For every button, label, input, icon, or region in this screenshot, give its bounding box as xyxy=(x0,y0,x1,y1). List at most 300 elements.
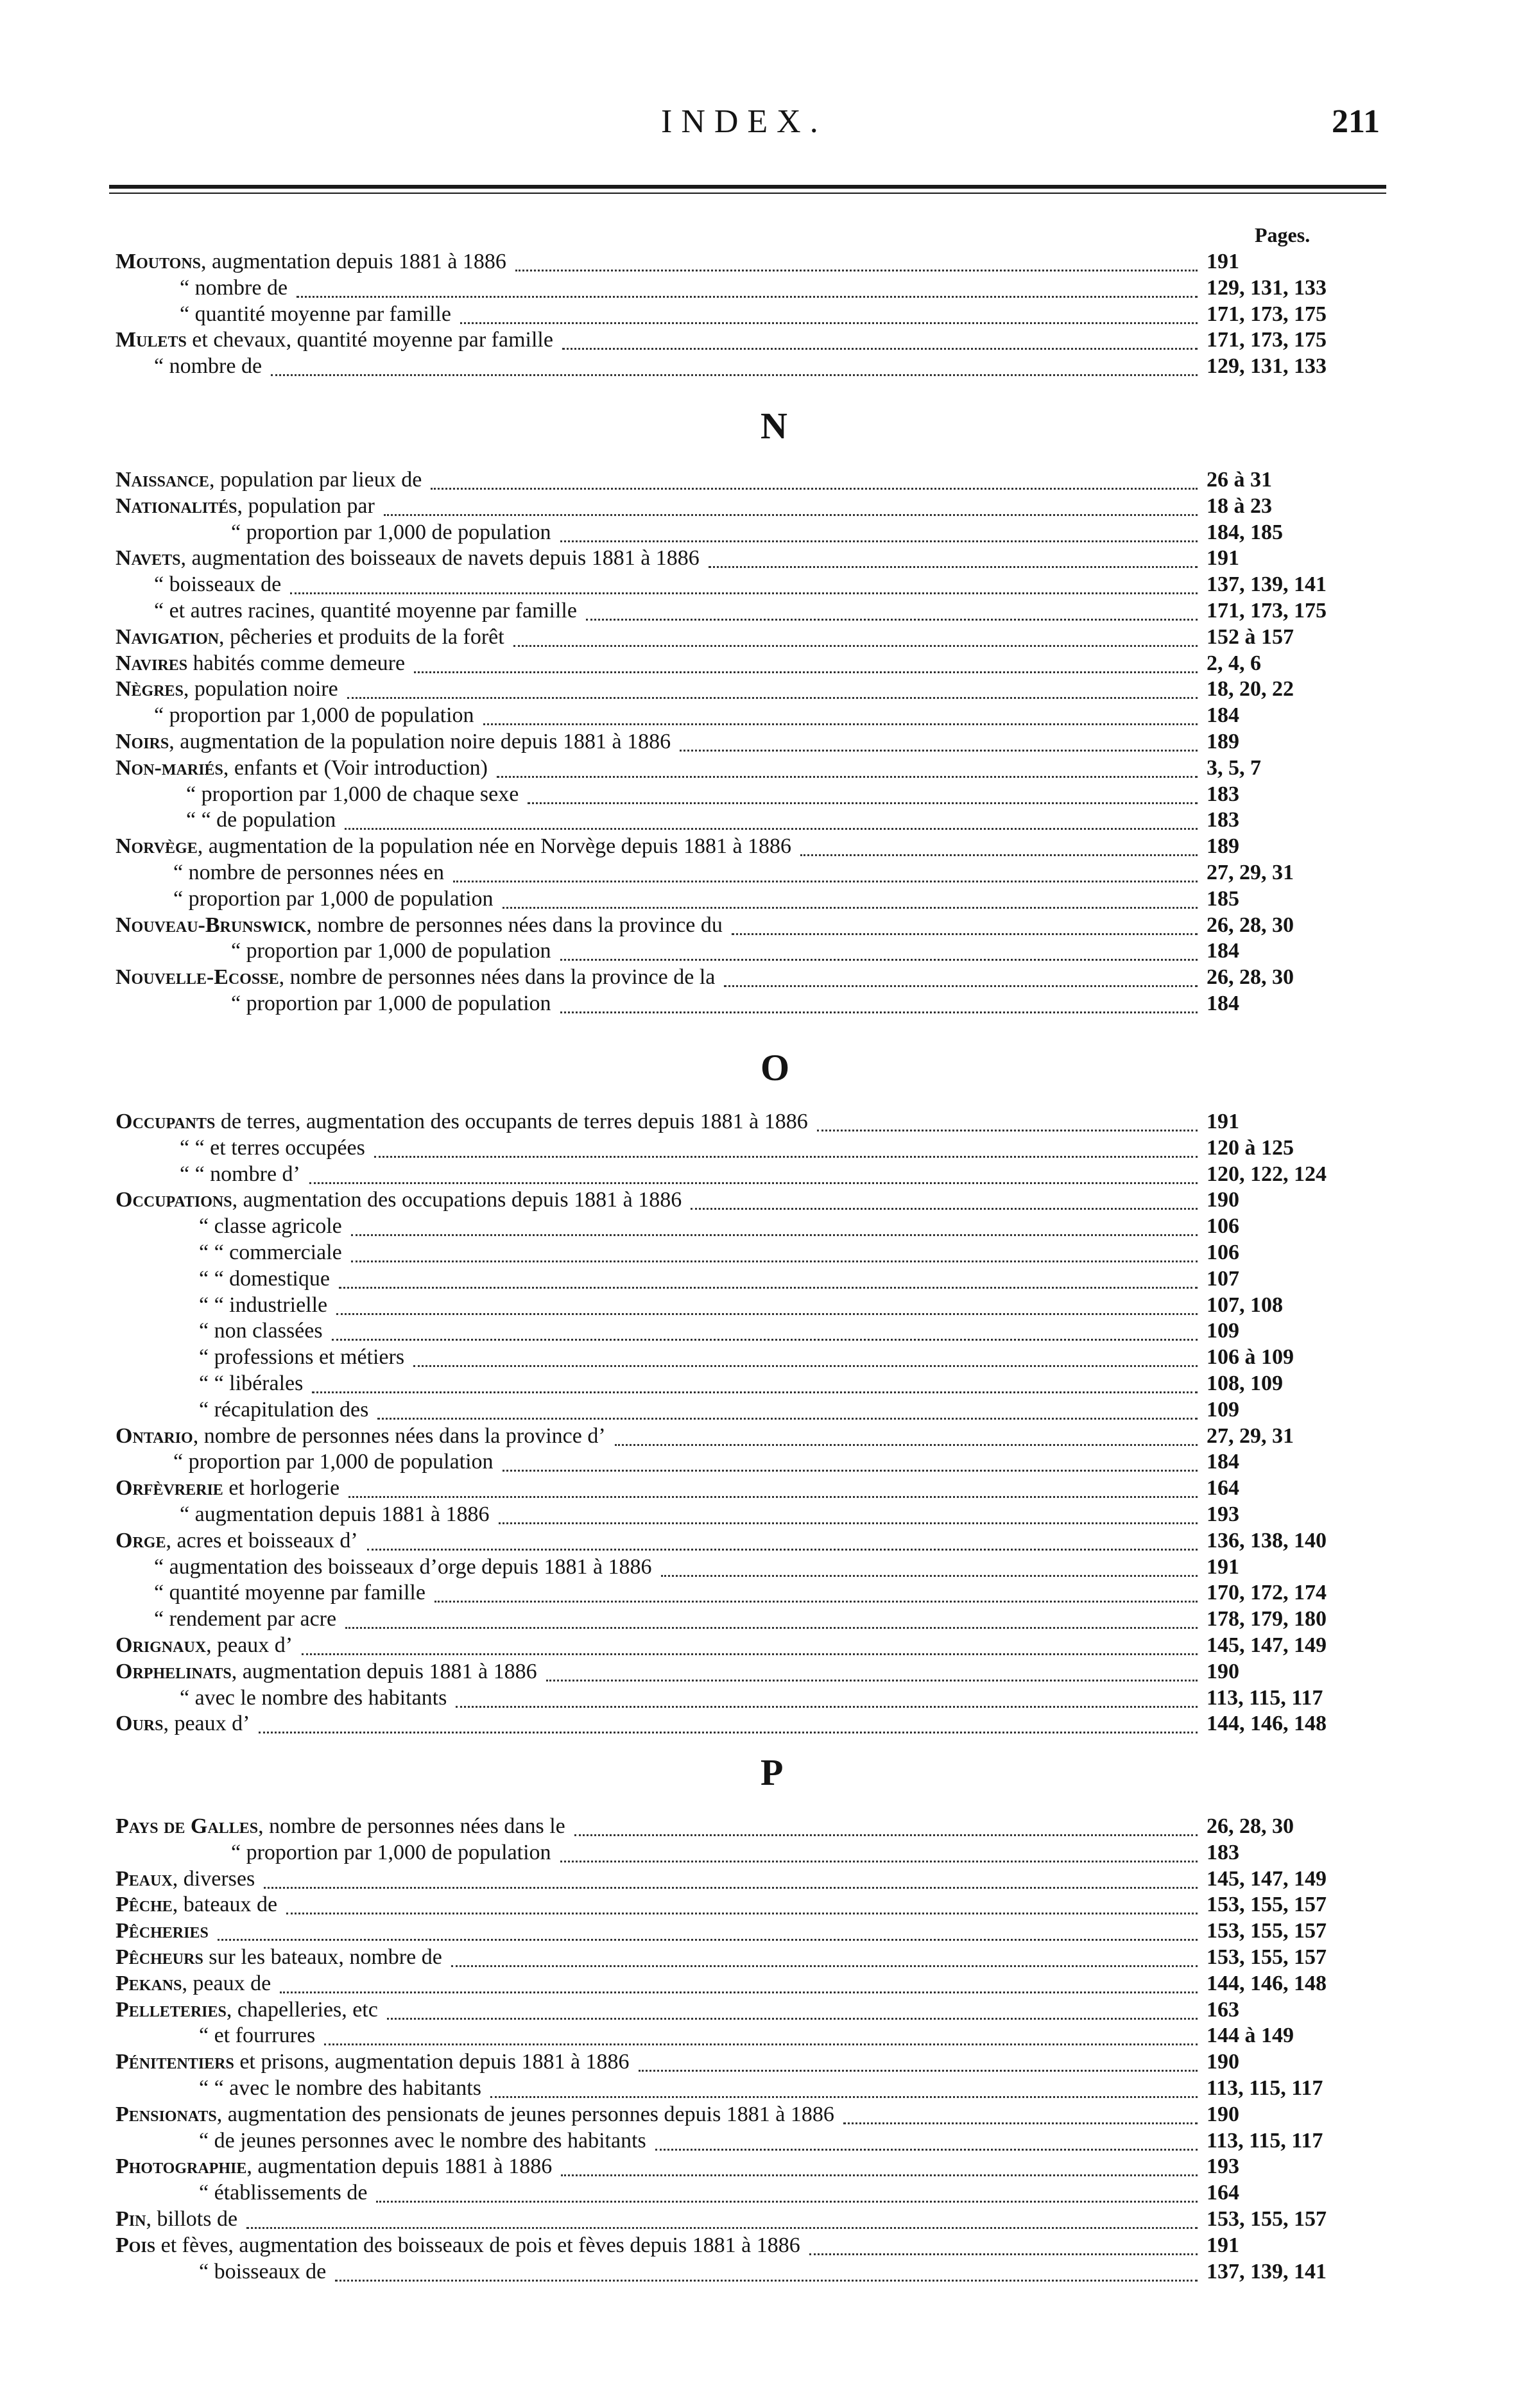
entry-term xyxy=(199,1214,342,1239)
entry-description: , nombre de personnes nées dans la province d’ xyxy=(193,1424,606,1448)
entry-term xyxy=(199,2128,646,2154)
index-entry xyxy=(0,2154,1530,2180)
entry-description: et fèves, augmentation des boisseaux de pois et fèves depuis 1881 à 1886 xyxy=(155,2233,800,2257)
entry-description: , nombre de personnes nées dans la province de la xyxy=(279,965,716,989)
dot-leader xyxy=(724,971,1198,987)
dot-leader xyxy=(451,1951,1198,1967)
entry-description: “ proportion par 1,000 de population xyxy=(173,887,494,911)
dot-leader xyxy=(336,1299,1198,1315)
entry-description: , augmentation depuis 1881 à 1886 xyxy=(231,1660,537,1683)
entry-pages: 190 xyxy=(1207,1660,1239,1683)
entry-pages: 144 à 149 xyxy=(1207,2024,1294,2047)
entry-heading: Orphelinats xyxy=(116,1660,232,1683)
entry-term xyxy=(116,834,791,859)
entry-term xyxy=(116,2154,552,2180)
entry-description: “ de jeunes personnes avec le nombre des habitants xyxy=(199,2129,646,2153)
entry-description: , chapelleries, etc xyxy=(226,1998,378,2022)
index-entry xyxy=(0,2076,1530,2101)
index-entry xyxy=(0,991,1530,1017)
index-entry xyxy=(0,572,1530,598)
entry-description: “ avec le nombre des habitants xyxy=(180,1686,447,1710)
index-entry xyxy=(0,1659,1530,1685)
dot-leader xyxy=(218,1925,1198,1941)
entry-term xyxy=(116,624,504,650)
dot-leader xyxy=(546,1665,1198,1681)
index-entry xyxy=(0,729,1530,755)
entry-pages: 113, 115, 117 xyxy=(1207,2076,1323,2100)
entry-pages: 184 xyxy=(1207,1450,1239,1474)
entry-pages: 163 xyxy=(1207,1998,1239,2022)
entry-description: , diverses xyxy=(172,1867,255,1891)
entry-description: “ rendement par acre xyxy=(154,1607,337,1631)
entry-pages: 184 xyxy=(1207,703,1239,727)
entry-heading: Photographie xyxy=(116,2154,247,2178)
entry-term xyxy=(199,2076,481,2101)
entry-pages: 129, 131, 133 xyxy=(1207,354,1327,378)
entry-heading: Orignaux xyxy=(116,1633,207,1657)
index-entry xyxy=(0,938,1530,964)
entry-heading: Pêcheries xyxy=(116,1919,209,1943)
index-entry xyxy=(0,1214,1530,1239)
entry-description: de terres, augmentation des occupants de terres depuis 1881 à 1886 xyxy=(215,1110,808,1133)
section-letter: O xyxy=(761,1047,790,1088)
entry-pages: 108, 109 xyxy=(1207,1372,1283,1395)
entry-term xyxy=(116,1423,606,1449)
dot-leader xyxy=(513,631,1198,647)
entry-description: “ “ avec le nombre des habitants xyxy=(199,2076,481,2100)
index-entry xyxy=(0,1685,1530,1711)
entry-description: “ nombre de xyxy=(154,354,262,378)
entry-pages: 27, 29, 31 xyxy=(1207,861,1294,884)
entry-term xyxy=(116,1711,250,1737)
dot-leader xyxy=(351,1246,1198,1262)
entry-pages: 184 xyxy=(1207,939,1239,963)
section-letter: P xyxy=(761,1751,784,1793)
dot-leader xyxy=(345,1613,1198,1629)
entry-pages: 190 xyxy=(1207,2050,1239,2074)
entry-term xyxy=(116,467,422,493)
entry-term xyxy=(231,991,551,1017)
index-entry xyxy=(0,1971,1530,1997)
entry-term xyxy=(116,327,553,353)
index-entry xyxy=(0,755,1530,781)
entry-description: “ non classées xyxy=(199,1319,323,1343)
index-entry xyxy=(0,965,1530,990)
entry-pages: 164 xyxy=(1207,2181,1239,2205)
header-rule xyxy=(109,185,1386,189)
entry-term xyxy=(154,703,474,728)
entry-description: , pêcheries et produits de la forêt xyxy=(219,625,504,649)
entry-heading: Ours xyxy=(116,1712,164,1735)
entry-pages: 137, 139, 141 xyxy=(1207,2260,1327,2283)
index-entry xyxy=(0,2259,1530,2285)
entry-heading: Occupations xyxy=(116,1188,232,1212)
entry-pages: 3, 5, 7 xyxy=(1207,756,1261,780)
dot-leader xyxy=(332,1325,1198,1341)
entry-term xyxy=(116,1633,293,1658)
entry-description: sur les bateaux, nombre de xyxy=(203,1945,442,1969)
entry-pages: 189 xyxy=(1207,730,1239,753)
index-entry xyxy=(0,1866,1530,1892)
dot-leader xyxy=(497,762,1198,778)
entry-term xyxy=(173,860,444,886)
dot-leader xyxy=(374,1142,1198,1158)
index-entry xyxy=(0,1814,1530,1839)
dot-leader xyxy=(460,308,1198,324)
dot-leader xyxy=(413,1351,1198,1367)
entry-pages: 183 xyxy=(1207,1841,1239,1864)
dot-leader xyxy=(348,1482,1198,1498)
entry-term xyxy=(116,1475,340,1501)
dot-leader xyxy=(615,1430,1198,1446)
entry-pages: 193 xyxy=(1207,2154,1239,2178)
dot-leader xyxy=(680,735,1198,752)
entry-term xyxy=(116,1918,209,1944)
entry-description: “ proportion par 1,000 de population xyxy=(231,939,551,963)
dot-leader xyxy=(297,282,1198,298)
entry-heading: Ontario xyxy=(116,1424,193,1448)
dot-leader xyxy=(560,526,1198,542)
entry-heading: Pénitentiers xyxy=(116,2050,234,2074)
entry-pages: 152 à 157 xyxy=(1207,625,1294,649)
entry-heading: Non-mariés xyxy=(116,756,223,780)
index-entry xyxy=(0,354,1530,379)
index-entry xyxy=(0,520,1530,546)
entry-description: , enfants et (Voir introduction) xyxy=(223,756,488,780)
entry-description: “ proportion par 1,000 de population xyxy=(231,520,551,544)
entry-term xyxy=(116,1109,808,1135)
entry-term xyxy=(116,1866,255,1892)
entry-pages: 106 à 109 xyxy=(1207,1345,1294,1369)
index-entry xyxy=(0,703,1530,728)
dot-leader xyxy=(290,578,1198,594)
entry-term xyxy=(173,886,494,912)
entry-pages: 170, 172, 174 xyxy=(1207,1581,1327,1604)
entry-pages: 144, 146, 148 xyxy=(1207,1972,1327,1995)
entry-pages: 120 à 125 xyxy=(1207,1136,1294,1160)
entry-term xyxy=(199,2023,315,2049)
entry-description: “ proportion par 1,000 de population xyxy=(173,1450,494,1474)
entry-description: “ quantité moyenne par famille xyxy=(154,1581,425,1604)
entry-description: et prisons, augmentation depuis 1881 à 1886 xyxy=(234,2050,630,2074)
entry-description: , nombre de personnes nées dans le xyxy=(258,1814,565,1838)
entry-pages: 184, 185 xyxy=(1207,520,1283,544)
entry-pages: 26 à 31 xyxy=(1207,468,1272,492)
entry-term xyxy=(116,2206,237,2232)
entry-pages: 171, 173, 175 xyxy=(1207,302,1327,326)
entry-description: “ boisseaux de xyxy=(154,572,282,596)
entry-pages: 107 xyxy=(1207,1267,1239,1291)
entry-heading: Pois xyxy=(116,2233,156,2257)
dot-leader xyxy=(503,893,1198,909)
entry-term xyxy=(199,1240,342,1266)
entry-heading: Navires xyxy=(116,651,188,675)
entry-term xyxy=(231,1840,551,1866)
index-entry xyxy=(0,624,1530,650)
entry-description: , acres et boisseaux d’ xyxy=(166,1529,358,1552)
dot-leader xyxy=(302,1639,1198,1655)
entry-term xyxy=(154,1554,652,1580)
index-entry xyxy=(0,860,1530,886)
entry-pages: 136, 138, 140 xyxy=(1207,1529,1327,1552)
index-entry xyxy=(0,1266,1530,1292)
dot-leader xyxy=(434,1587,1198,1603)
entry-heading: Nègres xyxy=(116,677,184,701)
entry-pages: 113, 115, 117 xyxy=(1207,1686,1323,1710)
entry-term xyxy=(116,249,506,275)
entry-term xyxy=(116,1997,378,2023)
index-entry xyxy=(0,1318,1530,1344)
entry-pages: 145, 147, 149 xyxy=(1207,1867,1327,1891)
index-entry xyxy=(0,1423,1530,1449)
dot-leader xyxy=(347,683,1198,699)
entry-description: “ “ nombre d’ xyxy=(180,1162,300,1186)
dot-leader xyxy=(453,866,1198,882)
entry-pages: 113, 115, 117 xyxy=(1207,2129,1323,2153)
index-entry xyxy=(0,546,1530,571)
entry-pages: 153, 155, 157 xyxy=(1207,1945,1327,1969)
entry-pages: 185 xyxy=(1207,887,1239,911)
entry-description: , augmentation depuis 1881 à 1886 xyxy=(246,2154,553,2178)
dot-leader xyxy=(809,2239,1198,2255)
dot-leader xyxy=(639,2056,1198,2072)
entry-description: “ “ domestique xyxy=(199,1267,330,1291)
dot-leader xyxy=(691,1194,1198,1210)
entry-term xyxy=(116,1659,537,1685)
index-entry xyxy=(0,1162,1530,1187)
entry-heading: Pays de Galles xyxy=(116,1814,259,1838)
entry-description: “ augmentation depuis 1881 à 1886 xyxy=(180,1502,490,1526)
dot-leader xyxy=(843,2108,1198,2124)
entry-pages: 153, 155, 157 xyxy=(1207,2207,1327,2231)
entry-term xyxy=(154,1580,425,1606)
entry-description: , peaux de xyxy=(182,1972,271,1995)
index-entry xyxy=(0,467,1530,493)
index-entry xyxy=(0,249,1530,275)
entry-term xyxy=(116,729,671,755)
entry-heading: Navets xyxy=(116,546,181,570)
entry-description: “ “ industrielle xyxy=(199,1293,328,1317)
entry-heading: Naissance xyxy=(116,468,209,492)
dot-leader xyxy=(431,474,1198,490)
index-entry xyxy=(0,1397,1530,1423)
entry-heading: Pêche xyxy=(116,1893,173,1916)
entry-pages: 190 xyxy=(1207,2103,1239,2126)
dot-leader xyxy=(384,500,1198,516)
entry-pages: 153, 155, 157 xyxy=(1207,1919,1327,1943)
entry-pages: 191 xyxy=(1207,250,1239,273)
dot-leader xyxy=(456,1692,1198,1708)
entry-term xyxy=(116,913,723,938)
index-entry xyxy=(0,275,1530,301)
entry-description: “ “ de population xyxy=(186,808,336,832)
entry-term xyxy=(180,275,288,301)
index-entry xyxy=(0,1580,1530,1606)
entry-pages: 191 xyxy=(1207,1555,1239,1579)
index-entry xyxy=(0,1187,1530,1213)
entry-description: “ professions et métiers xyxy=(199,1345,405,1369)
dot-leader xyxy=(377,1404,1198,1420)
index-entry xyxy=(0,1945,1530,1970)
entry-heading: Orfèvrerie xyxy=(116,1476,223,1500)
entry-heading: Pêcheurs xyxy=(116,1945,203,1969)
entry-heading: Noirs xyxy=(116,730,169,753)
entry-description: , bateaux de xyxy=(172,1893,278,1916)
entry-term xyxy=(180,1162,300,1187)
entry-term xyxy=(154,598,577,624)
entry-term xyxy=(199,1345,404,1370)
entry-pages: 18 à 23 xyxy=(1207,494,1272,518)
entry-description: , population par lieux de xyxy=(209,468,422,492)
entry-term xyxy=(173,1449,494,1475)
entry-heading: Mulets xyxy=(116,328,187,352)
entry-description: , augmentation des boisseaux de navets depuis 1881 à 1886 xyxy=(180,546,700,570)
pages-column-label: Pages. xyxy=(1255,223,1311,246)
entry-description: , augmentation de la population née en Norvège depuis 1881 à 1886 xyxy=(197,834,792,858)
dot-leader xyxy=(661,1561,1198,1577)
entry-heading: Occupants xyxy=(116,1110,216,1133)
entry-description: et horlogerie xyxy=(223,1476,340,1500)
entry-heading: Peaux xyxy=(116,1867,173,1891)
entry-term xyxy=(199,1318,323,1344)
index-entry xyxy=(0,651,1530,676)
entry-description: et chevaux, quantité moyenne par famille xyxy=(186,328,553,352)
entry-description: , augmentation des occupations depuis 1881 à 1886 xyxy=(232,1188,682,1212)
entry-description: “ classe agricole xyxy=(199,1214,342,1238)
entry-pages: 191 xyxy=(1207,2233,1239,2257)
entry-description: , augmentation de la population noire depuis 1881 à 1886 xyxy=(169,730,671,753)
index-entry xyxy=(0,1554,1530,1580)
entry-term xyxy=(199,1397,368,1423)
entry-pages: 129, 131, 133 xyxy=(1207,276,1327,300)
entry-description: , billots de xyxy=(146,2207,238,2231)
entry-pages: 26, 28, 30 xyxy=(1207,965,1294,989)
entry-heading: Moutons xyxy=(116,250,202,273)
entry-term xyxy=(231,520,551,546)
entry-pages: 27, 29, 31 xyxy=(1207,1424,1294,1448)
entry-pages: 107, 108 xyxy=(1207,1293,1283,1317)
entry-description: “ proportion par 1,000 de chaque sexe xyxy=(186,782,519,806)
entry-term xyxy=(154,572,281,598)
entry-term xyxy=(116,1945,442,1970)
index-entry xyxy=(0,1528,1530,1554)
entry-description: “ boisseaux de xyxy=(199,2260,327,2283)
index-entry xyxy=(0,1449,1530,1475)
index-entry xyxy=(0,1502,1530,1527)
dot-leader xyxy=(367,1535,1198,1551)
entry-pages: 190 xyxy=(1207,1188,1239,1212)
dot-leader xyxy=(655,2135,1198,2151)
index-entry xyxy=(0,2102,1530,2128)
dot-leader xyxy=(709,552,1198,568)
entry-heading: Norvège xyxy=(116,834,198,858)
entry-term xyxy=(116,1892,277,1918)
index-entry xyxy=(0,1997,1530,2023)
entry-heading: Navigation xyxy=(116,625,219,649)
index-entry xyxy=(0,1135,1530,1161)
dot-leader xyxy=(528,788,1198,804)
index-entry xyxy=(0,2128,1530,2154)
entry-heading: Pin xyxy=(116,2207,146,2231)
entry-heading: Orge xyxy=(116,1529,166,1552)
entry-pages: 184 xyxy=(1207,992,1239,1015)
entry-term xyxy=(180,1502,490,1527)
entry-term xyxy=(116,2102,834,2128)
entry-pages: 18, 20, 22 xyxy=(1207,677,1294,701)
entry-pages: 193 xyxy=(1207,1502,1239,1526)
header-rule-thin xyxy=(109,193,1386,194)
entry-term xyxy=(154,1606,336,1632)
dot-leader xyxy=(800,840,1198,856)
entry-description: “ “ libérales xyxy=(199,1372,304,1395)
index-entry xyxy=(0,1475,1530,1501)
dot-leader xyxy=(817,1115,1198,1131)
entry-term xyxy=(180,1135,365,1161)
index-entry xyxy=(0,1371,1530,1397)
dot-leader xyxy=(562,334,1198,350)
index-entry xyxy=(0,1840,1530,1866)
entry-description: , nombre de personnes nées dans la province du xyxy=(306,913,723,937)
dot-leader xyxy=(387,2004,1198,2020)
entry-description: “ augmentation des boisseaux d’orge depuis 1881 à 1886 xyxy=(154,1555,652,1579)
index-entry xyxy=(0,1345,1530,1370)
entry-term xyxy=(154,354,262,379)
entry-term xyxy=(116,2233,800,2258)
index-entry xyxy=(0,2023,1530,2049)
entry-description: “ quantité moyenne par famille xyxy=(180,302,451,326)
entry-description: “ “ et terres occupées xyxy=(180,1136,365,1160)
dot-leader xyxy=(335,2266,1198,2282)
dot-leader xyxy=(339,1273,1198,1289)
dot-leader xyxy=(286,1898,1198,1914)
index-entry xyxy=(0,2049,1530,2075)
entry-description: , population par xyxy=(237,494,375,518)
entry-description: “ et fourrures xyxy=(199,2024,316,2047)
entry-description: habités comme demeure xyxy=(187,651,406,675)
dot-leader xyxy=(503,1456,1198,1472)
entry-description: “ nombre de xyxy=(180,276,288,300)
entry-term xyxy=(199,2259,326,2285)
entry-pages: 2, 4, 6 xyxy=(1207,651,1261,675)
dot-leader xyxy=(264,1873,1198,1889)
entry-term xyxy=(116,546,700,571)
entry-term xyxy=(116,1814,565,1839)
dot-leader xyxy=(280,1977,1198,1993)
entry-pages: 191 xyxy=(1207,1110,1239,1133)
entry-pages: 164 xyxy=(1207,1476,1239,1500)
entry-pages: 106 xyxy=(1207,1241,1239,1264)
dot-leader xyxy=(560,997,1198,1013)
entry-term xyxy=(116,965,715,990)
index-entry xyxy=(0,2233,1530,2258)
index-entry xyxy=(0,2180,1530,2206)
entry-description: , population noire xyxy=(183,677,338,701)
index-entry xyxy=(0,1918,1530,1944)
entry-pages: 106 xyxy=(1207,1214,1239,1238)
dot-leader xyxy=(271,360,1198,376)
index-entry xyxy=(0,1892,1530,1918)
entry-description: “ et autres racines, quantité moyenne par famille xyxy=(154,599,577,623)
entry-pages: 144, 146, 148 xyxy=(1207,1712,1327,1735)
dot-leader xyxy=(259,1717,1198,1733)
index-entry xyxy=(0,327,1530,353)
entry-term xyxy=(231,938,551,964)
entry-description: “ proportion par 1,000 de population xyxy=(154,703,474,727)
index-entry xyxy=(0,834,1530,859)
index-entry xyxy=(0,598,1530,624)
dot-leader xyxy=(376,2187,1198,2203)
entry-description: , peaux d’ xyxy=(163,1712,250,1735)
